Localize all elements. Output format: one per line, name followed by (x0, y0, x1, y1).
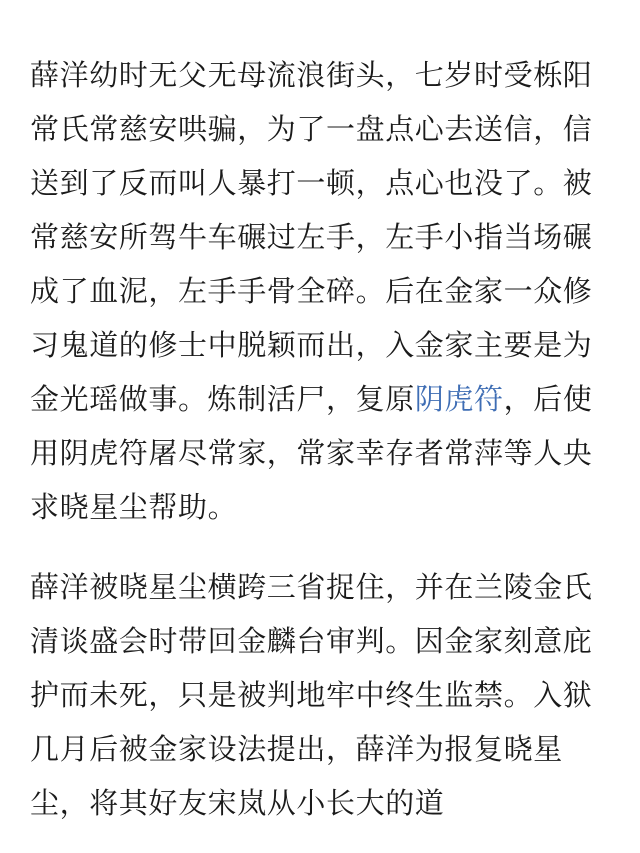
article-body (30, 48, 616, 830)
paragraph-1-text-start: 薛洋幼时无父无母流浪街头，七岁时受栎阳常氏常慈安哄骗，为了一盘点心去送信，信送到了反而叫人暴打一顿，点心也没了。被常慈安所驾牛车碾过左手，左手小指当场碾成了血泥，左手手骨全碎。后在金家一众修习鬼道的修士中脱颖而出，入金家主要是为金光瑶做事。炼制活尸，复原 (30, 58, 593, 416)
link-yin-tiger-seal[interactable]: 阴虎符 (414, 382, 504, 416)
paragraph-2 (30, 560, 616, 830)
paragraph-1-text-end: ，后使用阴虎符屠尽常家，常家幸存者常萍等人央求晓星尘帮助。 (30, 382, 593, 524)
paragraph-2-text: 薛洋被晓星尘横跨三省捉住，并在兰陵金氏清谈盛会时带回金麟台审判。因金家刻意庇护而未死，只是被判地牢中终生监禁。入狱几月后被金家设法提出，薛洋为报复晓星尘，将其好友宋岚从小长大的道 (30, 570, 593, 820)
paragraph-1 (30, 48, 616, 534)
